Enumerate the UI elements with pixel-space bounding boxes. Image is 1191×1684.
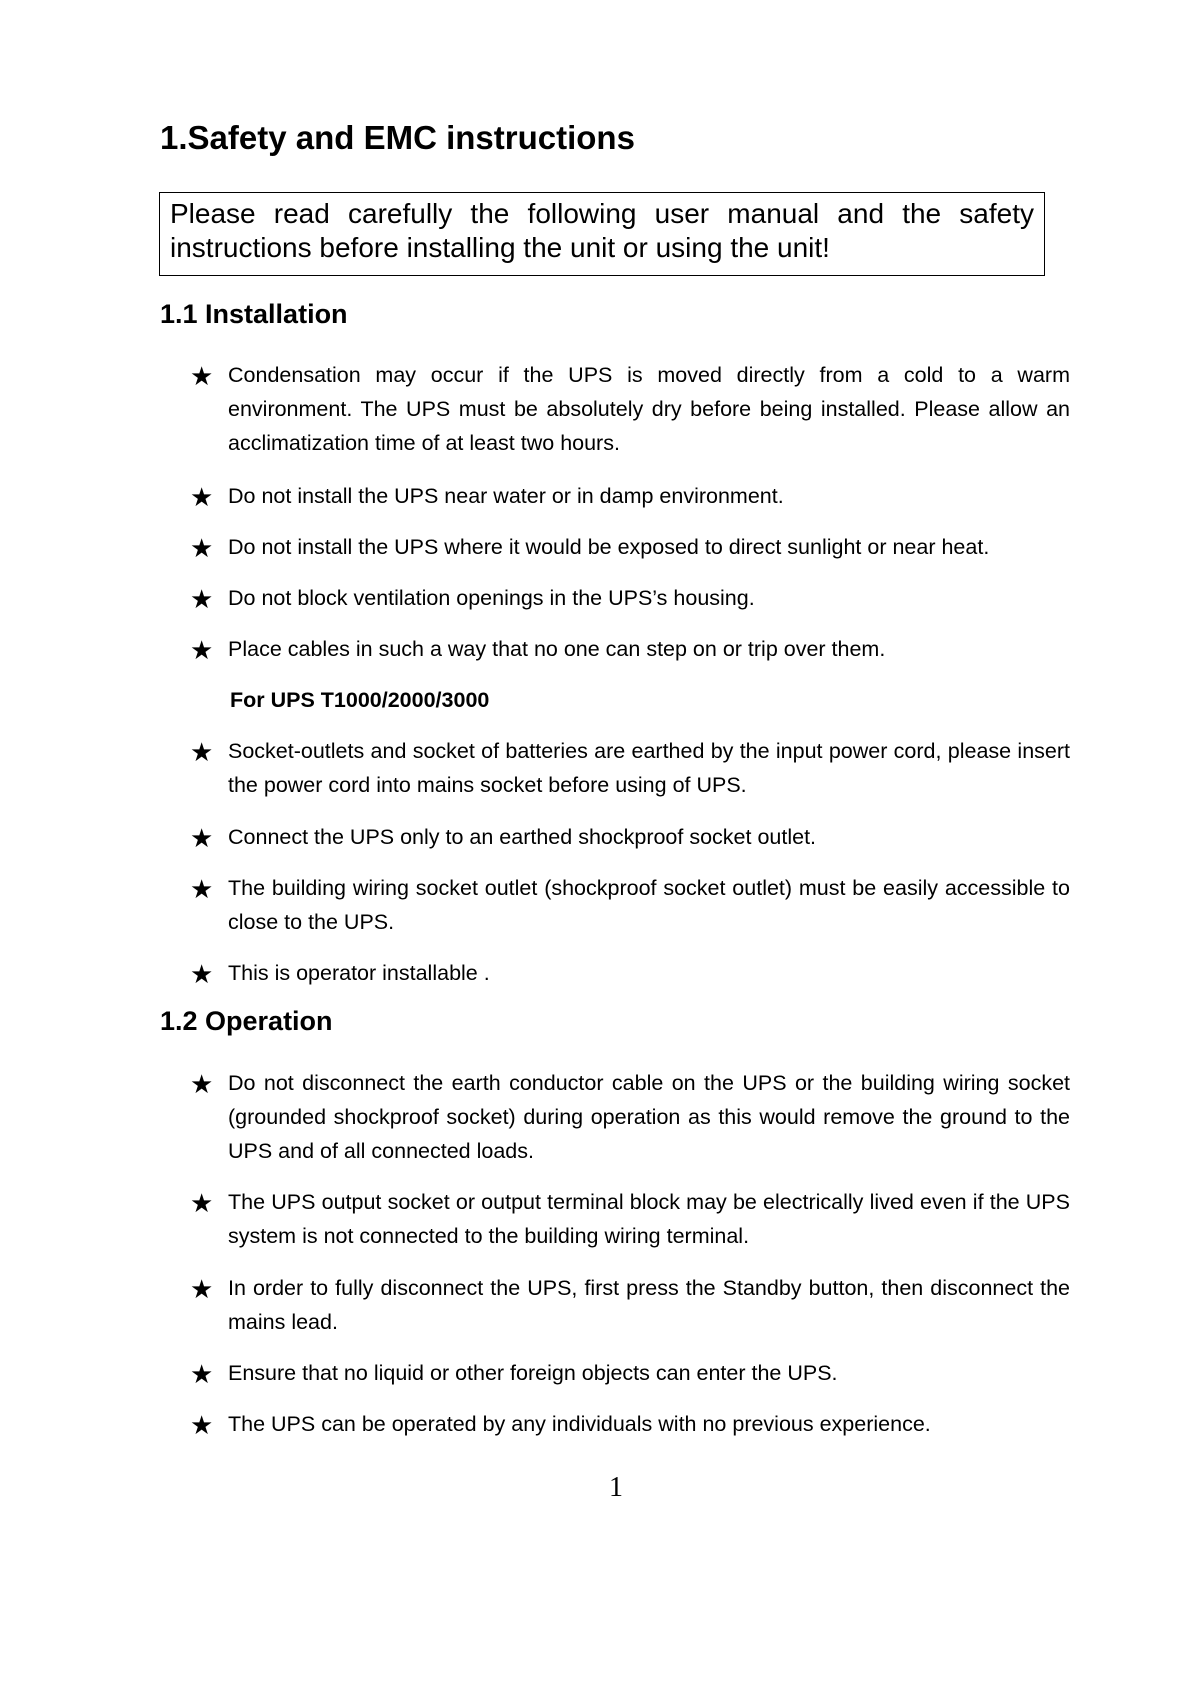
list-item-text: Condensation may occur if the UPS is moved directly from a cold to a warm environment. The UPS must be absolutely dry before being installed. Please allow an acclimatization time of at least two hours. [228,363,1070,455]
list-item-text: Socket-outlets and socket of batteries are earthed by the input power cord, please insert the power cord into mains socket before using of UPS. [228,739,1070,797]
installation-list-block-4 [190,581,1070,615]
list-item [190,1356,1070,1390]
operation-list-block-3 [190,1271,1070,1339]
list-item [190,1185,1070,1253]
star-icon: ★ [190,362,214,392]
star-icon: ★ [190,1360,214,1390]
list-item-text: Connect the UPS only to an earthed shockproof socket outlet. [228,825,817,849]
list-item [190,632,1070,666]
operation-list-block-5 [190,1407,1070,1441]
list-item-text: In order to fully disconnect the UPS, first press the Standby button, then disconnect the mains lead. [228,1276,1070,1334]
list-item [190,820,1070,854]
list-item-text: Do not block ventilation openings in the UPS’s housing. [228,586,755,610]
list-item-text: This is operator installable . [228,961,490,985]
list-item-text: Place cables in such a way that no one can step on or trip over them. [228,637,886,661]
section-title-operation: 1.2 Operation [160,1006,333,1036]
list-item-text: Do not install the UPS where it would be exposed to direct sunlight or near heat. [228,535,990,559]
installation-list-block-6 [190,734,1070,802]
notice-box [159,192,1045,276]
list-item-text: Do not install the UPS near water or in damp environment. [228,484,784,508]
installation-list-block-5 [190,632,1070,666]
list-item-text: The UPS output socket or output terminal block may be electrically lived even if the UPS system is not connected to the building wiring terminal. [228,1190,1070,1248]
list-item [190,479,1070,513]
installation-list-block-2 [190,479,1070,513]
installation-list-block-3 [190,530,1070,564]
list-item [190,1407,1070,1441]
list-item [190,358,1070,460]
star-icon: ★ [190,738,214,768]
section-title-installation: 1.1 Installation [160,299,348,329]
star-icon: ★ [190,585,214,615]
model-subheading: For UPS T1000/2000/3000 [230,688,490,712]
star-icon: ★ [190,1275,214,1305]
list-item [190,734,1070,802]
operation-list-block-2 [190,1185,1070,1253]
installation-subheading-block [190,683,1070,717]
star-icon: ★ [190,1411,214,1441]
notice-text: Please read carefully the following user manual and the safety instructions before installing the unit or using the unit! [170,198,1034,263]
list-item-text: Ensure that no liquid or other foreign objects can enter the UPS. [228,1361,838,1385]
list-item-text: Do not disconnect the earth conductor cable on the UPS or the building wiring socket (grounded shockproof socket) during operation as this would remove the ground to the UPS and of all connected loads. [228,1071,1070,1163]
installation-list-block-8 [190,871,1070,939]
list-item [190,530,1070,564]
list-item-text: The building wiring socket outlet (shockproof socket outlet) must be easily accessible to close to the UPS. [228,876,1070,934]
list-item [190,956,1070,990]
star-icon: ★ [190,534,214,564]
star-icon: ★ [190,824,214,854]
star-icon: ★ [190,636,214,666]
installation-list-block-1 [190,358,1070,460]
star-icon: ★ [190,960,214,990]
list-item [190,1271,1070,1339]
operation-list-block-1 [190,1066,1070,1168]
star-icon: ★ [190,1070,214,1100]
star-icon: ★ [190,1189,214,1219]
installation-list-block-7 [190,820,1070,854]
installation-list-block-9 [190,956,1070,990]
star-icon: ★ [190,875,214,905]
list-item [190,871,1070,939]
list-item-text: The UPS can be operated by any individuals with no previous experience. [228,1412,931,1436]
page-title: 1.Safety and EMC instructions [160,119,635,156]
page-number: 1 [609,1472,623,1503]
list-item [190,1066,1070,1168]
operation-list-block-4 [190,1356,1070,1390]
list-item [190,581,1070,615]
star-icon: ★ [190,483,214,513]
